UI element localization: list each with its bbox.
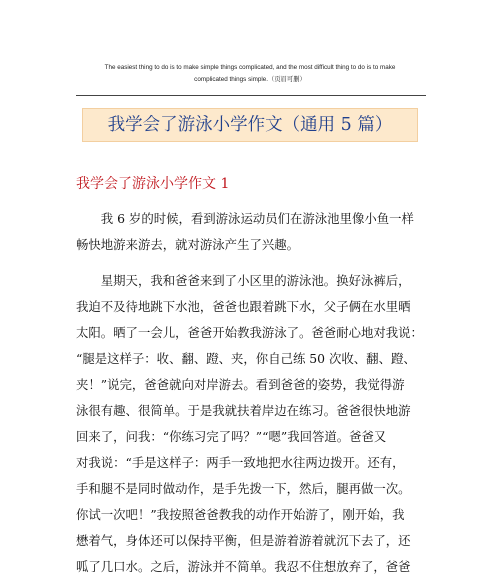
text-line: 你试一次吧！”我按照爸爸教我的动作开始游了，刚开始，我 (76, 507, 405, 522)
header-divider (76, 95, 426, 96)
text-line: 回来了，问我：“你练习完了吗？”“嗯”我回答道。爸爸又 (76, 429, 387, 444)
text-line: 畅快地游来游去，就对游泳产生了兴趣。 (76, 237, 300, 252)
text-line: 我 6 岁的时候，看到游泳运动员们在游泳池里像小鱼一样 (76, 211, 414, 226)
text-line: 我迫不及待地跳下水池，爸爸也跟着跳下水，父子俩在水里晒 (76, 299, 411, 314)
text-line: “腿是这样子：收、翻、蹬、夹，你自己练 50 次收、翻、蹬、 (76, 351, 416, 366)
header-quote-line-1: The easiest thing to do is to make simple things complicated, and the most difficult thing to do is to make (104, 64, 396, 71)
text-line: 夹！”说完，爸爸就向对岸游去。看到爸爸的姿势，我觉得游 (76, 377, 405, 392)
text-line: 呱了几口水。之后，游泳并不简单。我忍不住想放弃了，爸爸 (76, 559, 411, 574)
text-line: 对我说：“手是这样子：两手一致地把水往两边拨开。还有， (76, 455, 405, 470)
document-title: 我学会了游泳小学作文（通用 5 篇） (107, 115, 393, 135)
text-line: 懋着气，身体还可以保持平衡，但是游着游着就沉下去了，还 (76, 533, 411, 548)
text-line: 太阳。晒了一会儿，爸爸开始教我游泳了。爸爸耐心地对我说： (76, 325, 423, 340)
header-quote-line-2: complicated things simple.（页眉可删） (194, 76, 306, 83)
header-quote (70, 62, 430, 86)
text-line: 星期天，我和爸爸来到了小区里的游泳池。换好泳裤后， (76, 273, 411, 288)
section-heading: 我学会了游泳小学作文 1 (76, 176, 230, 192)
text-line: 手和腿不是同时做动作，是手先拨一下，然后，腿再做一次。 (76, 481, 411, 496)
text-line: 泳很有趣、很简单。于是我就扶着岸边在练习。爸爸很快地游 (76, 403, 411, 418)
